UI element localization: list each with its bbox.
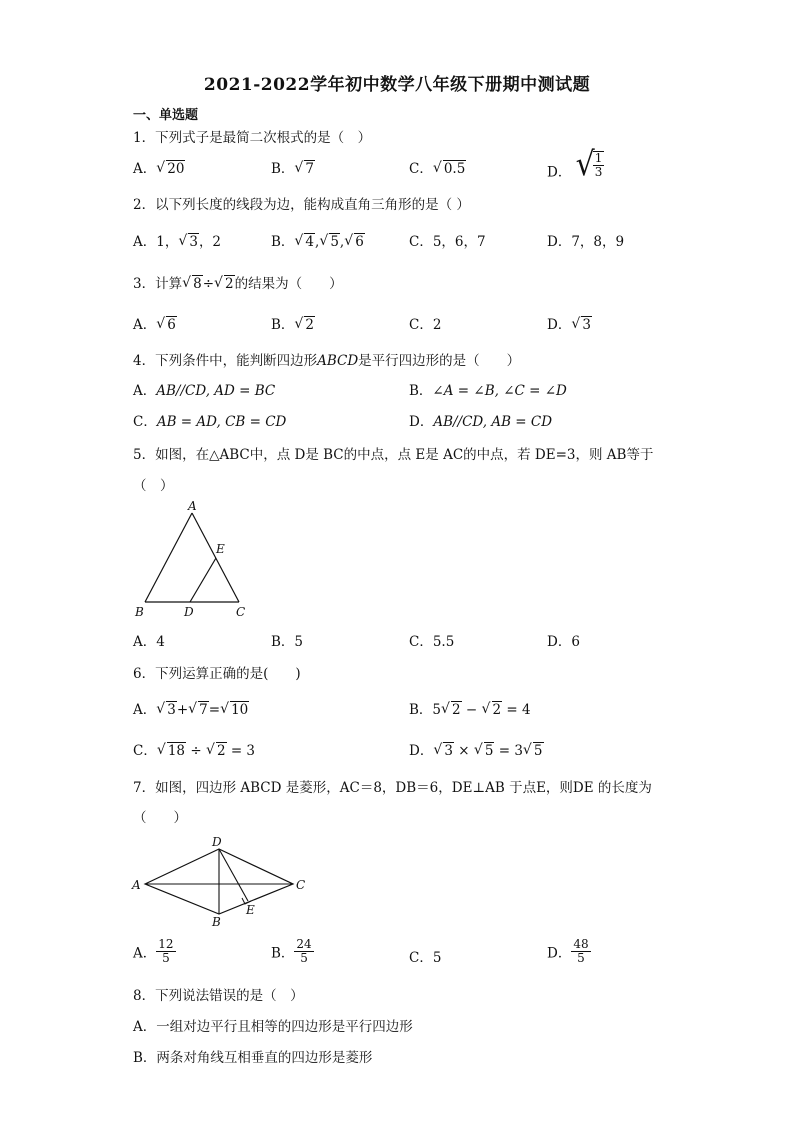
q5-label-d: D bbox=[184, 605, 194, 619]
q7-label-b: B bbox=[212, 915, 221, 929]
q5-option-b: B．5 bbox=[271, 634, 304, 650]
q5-segment-de bbox=[190, 558, 216, 602]
q5-label-e: E bbox=[216, 542, 225, 556]
q3-option-a: A．√ 6 bbox=[133, 313, 177, 333]
q1-option-c: C．√ 0.5 bbox=[409, 157, 466, 177]
q3-option-c: C．2 bbox=[409, 317, 442, 333]
q3-stem: 3．计算√ 8÷√ 2的结果为（ ） bbox=[133, 272, 343, 292]
q5-label-a: A bbox=[188, 499, 197, 513]
q6-option-c: C．√ 18 ÷ √ 2 = 3 bbox=[133, 739, 255, 759]
q7-option-b: B． $\frac{24}{5}$ bbox=[271, 937, 312, 965]
q8-option-a: A．一组对边平行且相等的四边形是平行四边形 bbox=[133, 1019, 413, 1035]
q5-stem-line1: 5．如图，在△ABC中，点 D是 BC的中点，点 E是 AC的中点，若 DE=3，则 AB等于 bbox=[133, 447, 654, 463]
q2-option-d: D．7，8，9 bbox=[547, 234, 625, 250]
section-heading: 一、单选题 bbox=[133, 108, 199, 123]
q7-option-c: C．5 bbox=[409, 950, 442, 966]
q5-label-c: C bbox=[236, 605, 246, 619]
q7-label-a: A bbox=[132, 878, 141, 892]
q5-side-ac bbox=[192, 513, 239, 602]
q7-stem-line2: （ ） bbox=[133, 810, 187, 826]
q4-stem: 4．下列条件中，能判断四边形ABCD是平行四边形的是（ ） bbox=[133, 353, 521, 369]
q8-stem: 8．下列说法错误的是（ ） bbox=[133, 988, 304, 1004]
q1-option-b: B．√ 7 bbox=[271, 157, 315, 177]
q3-option-d: D．√ 3 bbox=[547, 313, 592, 333]
q3-option-b: B．√ 2 bbox=[271, 313, 315, 333]
q2-option-c: C．5，6，7 bbox=[409, 234, 486, 250]
q7-rhombus-figure bbox=[128, 834, 318, 930]
q1-option-d: D． √ $\frac{1}{3}$ bbox=[547, 145, 603, 184]
q4-option-b: B．∠A = ∠B, ∠C = ∠D bbox=[409, 383, 567, 399]
q4-option-c: C．AB = AD, CB = CD bbox=[133, 414, 287, 430]
q7-option-a: A． $\frac{12}{5}$ bbox=[133, 937, 174, 965]
q7-label-e: E bbox=[246, 903, 255, 917]
page-title: 2021-2022学年初中数学八年级下册期中测试题 bbox=[203, 75, 591, 95]
q7-label-c: C bbox=[296, 878, 306, 892]
q7-option-d: D． $\frac{48}{5}$ bbox=[547, 937, 589, 965]
q5-stem-line2: （ ） bbox=[133, 478, 174, 494]
q6-stem: 6．下列运算正确的是( ) bbox=[133, 666, 301, 682]
q5-option-d: D．6 bbox=[547, 634, 580, 650]
q1-stem: 1．下列式子是最简二次根式的是（ ） bbox=[133, 130, 372, 146]
q1-option-a: A．√ 20 bbox=[133, 157, 185, 177]
q5-option-c: C．5.5 bbox=[409, 634, 455, 650]
q7-stem-line1: 7．如图，四边形 ABCD 是菱形，AC＝8，DB＝6，DE⊥AB 于点E，则DE 的长度为 bbox=[133, 780, 652, 796]
q5-option-a: A．4 bbox=[133, 634, 165, 650]
q2-stem: 2．以下列长度的线段为边，能构成直角三角形的是（ ） bbox=[133, 197, 470, 213]
q4-option-a: A．AB//CD, AD = BC bbox=[133, 383, 276, 399]
q7-segment-de bbox=[219, 849, 248, 901]
q5-side-ab bbox=[145, 513, 192, 602]
q8-option-b: B．两条对角线互相垂直的四边形是菱形 bbox=[133, 1050, 373, 1066]
q7-label-d: D bbox=[212, 835, 222, 849]
q6-option-d: D．√ 3 × √ 5 = 3√ 5 bbox=[409, 739, 544, 759]
q5-label-b: B bbox=[135, 605, 144, 619]
q6-option-a: A．√ 3+√ 7=√ 10 bbox=[133, 698, 249, 718]
q5-triangle-figure bbox=[128, 496, 258, 622]
q2-option-a: A．1，√ 3，2 bbox=[133, 230, 221, 250]
q2-option-b: B．√ 4,√ 5,√ 6 bbox=[271, 230, 365, 250]
q6-option-b: B．5√ 2 − √ 2 = 4 bbox=[409, 698, 531, 718]
q4-option-d: D．AB//CD, AB = CD bbox=[409, 414, 553, 430]
